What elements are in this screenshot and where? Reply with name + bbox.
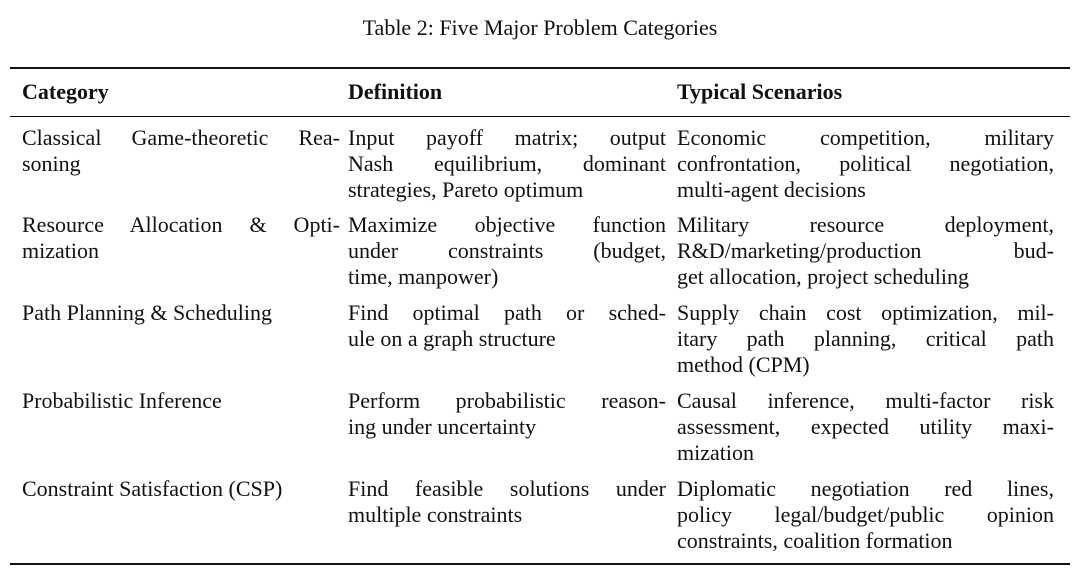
- definition-cell: [348, 125, 666, 203]
- scenarios-cell: [677, 476, 1054, 554]
- cell-line: mization: [677, 440, 754, 465]
- cell-line: Supply chain cost optimization, mil-: [677, 300, 1054, 325]
- cell-line: Probabilistic Inference: [22, 388, 222, 413]
- cell-line: multi-agent decisions: [677, 177, 866, 202]
- cell-line: Find optimal path or sched-: [348, 300, 666, 325]
- cell-line: constraints, coalition formation: [677, 528, 953, 553]
- cell-line: Causal inference, multi-factor risk: [677, 388, 1054, 413]
- cell-line: Diplomatic negotiation red lines,: [677, 476, 1054, 501]
- definition-cell: [348, 212, 666, 290]
- cell-line: strategies, Pareto optimum: [348, 177, 584, 202]
- cell-line: Nash equilibrium, dominant: [348, 151, 666, 176]
- category-cell: [22, 476, 340, 502]
- cell-line: confrontation, political negotiation,: [677, 151, 1054, 176]
- scenarios-cell: [677, 388, 1054, 466]
- category-cell: [22, 300, 340, 326]
- cell-line: soning: [22, 151, 81, 176]
- category-cell: [22, 388, 340, 414]
- column-header-definition: Definition: [348, 79, 443, 104]
- definition-cell: [348, 388, 666, 440]
- cell-line: Maximize objective function: [348, 212, 666, 237]
- table-header-rule: [10, 116, 1070, 117]
- cell-line: mization: [22, 238, 99, 263]
- category-cell: [22, 125, 340, 177]
- table-top-rule: [10, 67, 1070, 69]
- definition-cell: [348, 300, 666, 352]
- cell-line: itary path planning, critical path: [677, 326, 1054, 351]
- scenarios-cell: [677, 125, 1054, 203]
- cell-line: Resource Allocation & Opti-: [22, 212, 340, 237]
- cell-line: get allocation, project scheduling: [677, 264, 970, 289]
- cell-line: ing under uncertainty: [348, 414, 537, 439]
- cell-line: Input payoff matrix; output: [348, 125, 666, 150]
- table-bottom-rule: [10, 563, 1070, 565]
- cell-line: multiple constraints: [348, 502, 523, 527]
- cell-line: assessment, expected utility maxi-: [677, 414, 1054, 439]
- cell-line: policy legal/budget/public opinion: [677, 502, 1054, 527]
- table-header-row: [22, 78, 1062, 106]
- column-header-typical-scenarios: Typical Scenarios: [677, 79, 843, 104]
- cell-line: R&D/marketing/production bud-: [677, 238, 1054, 263]
- category-cell: [22, 212, 340, 264]
- cell-line: time, manpower): [348, 264, 499, 289]
- cell-line: Find feasible solutions under: [348, 476, 666, 501]
- definition-cell: [348, 476, 666, 528]
- cell-line: Classical Game-theoretic Rea-: [22, 125, 340, 150]
- cell-line: Economic competition, military: [677, 125, 1054, 150]
- cell-line: Perform probabilistic reason-: [348, 388, 666, 413]
- cell-line: ule on a graph structure: [348, 326, 556, 351]
- cell-line: Constraint Satisfaction (CSP): [22, 476, 283, 501]
- table-caption: Table 2: Five Major Problem Categories: [362, 15, 718, 40]
- column-header-category: Category: [22, 79, 109, 104]
- scenarios-cell: [677, 300, 1054, 378]
- cell-line: under constraints (budget,: [348, 238, 666, 263]
- cell-line: Path Planning & Scheduling: [22, 300, 272, 325]
- cell-line: Military resource deployment,: [677, 212, 1054, 237]
- cell-line: method (CPM): [677, 352, 810, 377]
- scenarios-cell: [677, 212, 1054, 290]
